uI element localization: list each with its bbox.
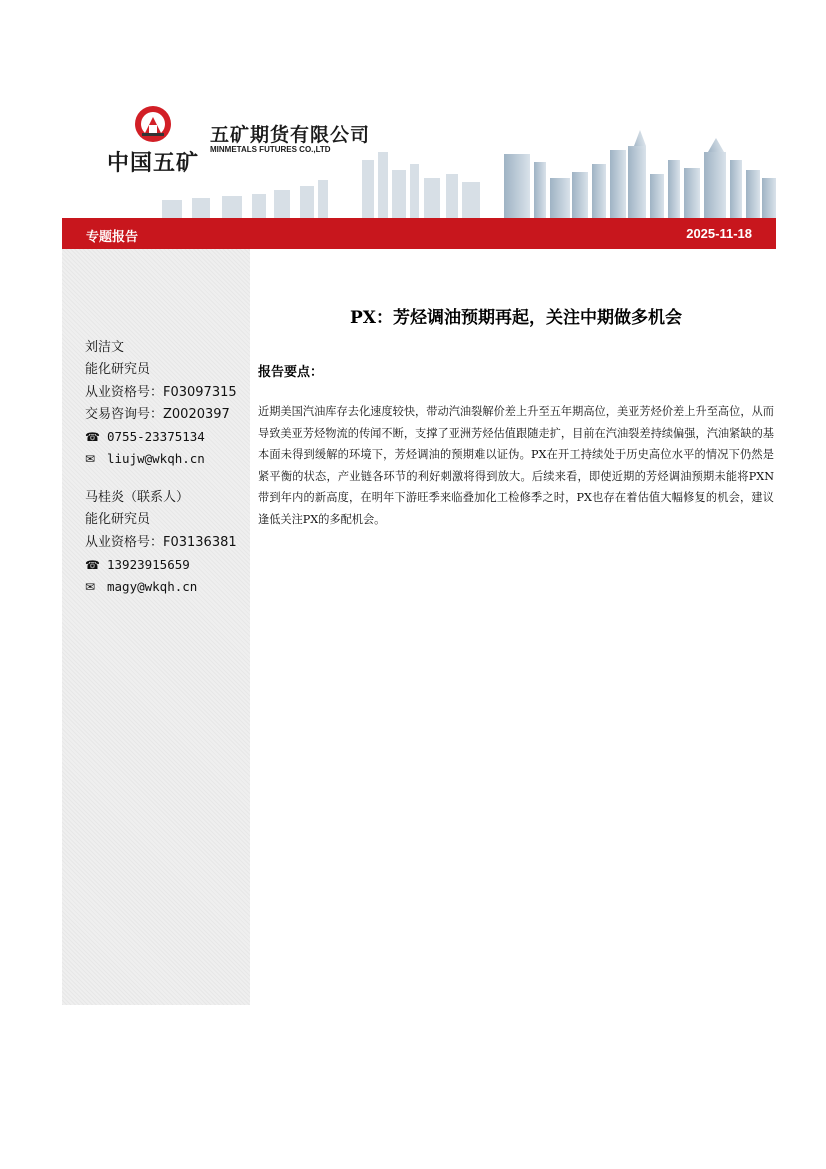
key-points-heading: 报告要点： bbox=[258, 365, 324, 380]
logo-wordmark: 中国五矿 bbox=[107, 151, 200, 176]
report-banner bbox=[62, 218, 776, 249]
analyst-phone: 13923915659 bbox=[107, 556, 190, 572]
analyst-title: 能化研究员 bbox=[85, 362, 151, 378]
report-title: PX：芳烃调油预期再起，关注中期做多机会 bbox=[350, 308, 682, 328]
analyst-card bbox=[85, 337, 237, 471]
report-type: 专题报告 bbox=[86, 230, 139, 245]
phone-icon: ☎ bbox=[85, 430, 100, 445]
analyst-phone-row bbox=[85, 554, 237, 576]
company-name-en: MINMETALS FUTURES CO.,LTD bbox=[210, 145, 331, 154]
analyst-name: 刘洁文 bbox=[85, 340, 125, 355]
analyst-phone: 0755-23375134 bbox=[107, 429, 205, 445]
analyst-qualification: 从业资格号：F03097315 bbox=[85, 384, 237, 400]
mail-icon: ✉ bbox=[85, 580, 96, 595]
analyst-sidebar bbox=[62, 249, 250, 1005]
key-points-summary: 近期美国汽油库存去化速度较快，带动汽油裂解价差上升至五年期高位，美亚芳烃价差上升至高位，从而导致美亚芳烃物流的传闻不断，支撑了亚洲芳烃估值跟随走扩，目前在汽油裂差持续偏强，汽油紧缺的基本面未得到缓解的环境下，芳烃调油的预期难以证伪。PX在开工持续处于历史高位水平的情况下仍然是紧平衡的状态，产业链各环节的利好刺激将得到放大。后续来看，即使近期的芳烃调油预期未能将PXN带到年内的新高度，在明年下游旺季来临叠加化工检修季之时，PX也存在着估值大幅修复的机会，建议逢低关注PX的多配机会。 bbox=[258, 405, 774, 526]
analyst-title: 能化研究员 bbox=[85, 512, 151, 528]
analyst-consult-number: 交易咨询号：Z0020397 bbox=[85, 406, 230, 422]
analyst-card bbox=[85, 487, 237, 598]
report-header bbox=[62, 90, 776, 218]
analyst-email[interactable]: liujw@wkqh.cn bbox=[107, 451, 205, 467]
report-date: 2025-11-18 bbox=[686, 226, 752, 241]
analyst-name: 马桂炎（联系人） bbox=[85, 490, 190, 505]
company-name-cn: 五矿期货有限公司 bbox=[210, 124, 371, 146]
mail-icon: ✉ bbox=[85, 452, 96, 467]
analyst-email-row bbox=[85, 448, 237, 470]
analyst-email-row bbox=[85, 576, 237, 598]
phone-icon: ☎ bbox=[85, 557, 100, 572]
analyst-phone-row bbox=[85, 426, 237, 448]
minmetals-logo-emblem bbox=[134, 105, 172, 143]
analyst-email[interactable]: magy@wkqh.cn bbox=[107, 579, 198, 595]
analyst-qualification: 从业资格号：F03136381 bbox=[85, 534, 237, 550]
